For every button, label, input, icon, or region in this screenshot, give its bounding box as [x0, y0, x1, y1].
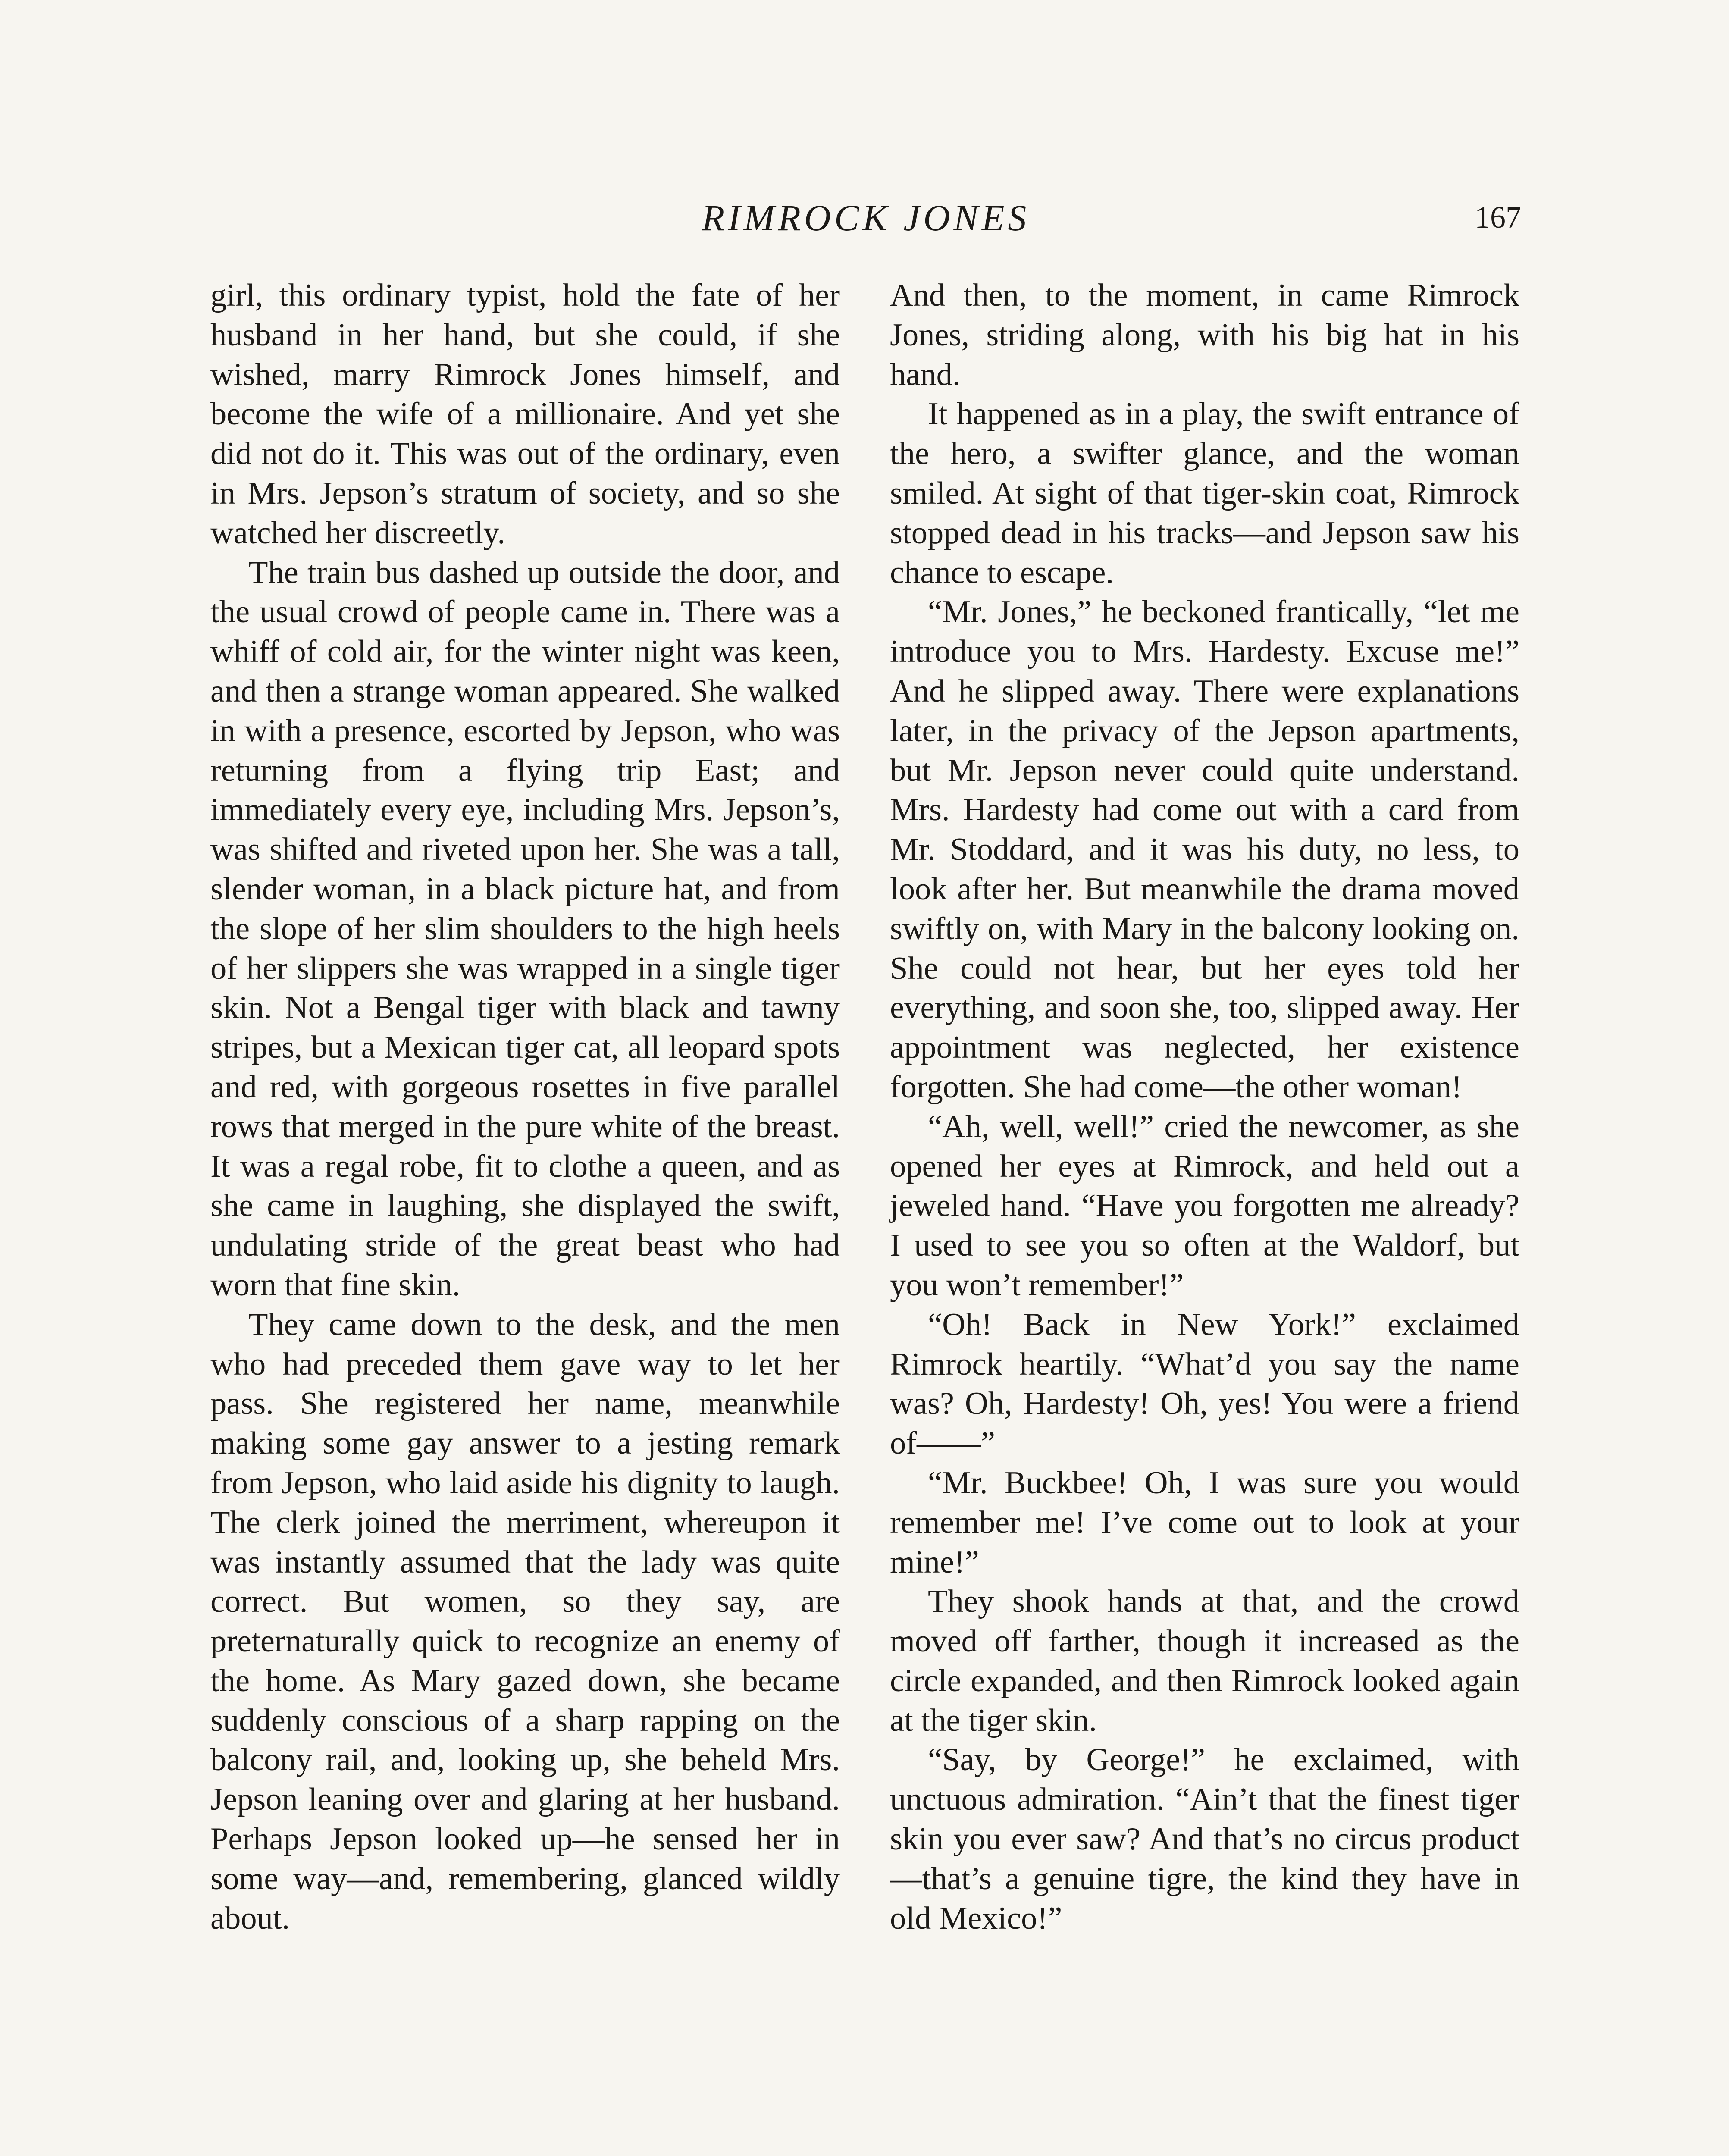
paragraph: It happened as in a play, the swift entrance of the hero, a swifter glance, and the woman smiled. At sight of that tiger-skin coat, Rimrock stopped dead in his tracks—and Jepson saw his chance to escape.	[890, 396, 1519, 590]
right-column	[890, 276, 1519, 1938]
paragraph: “Oh! Back in New York!” exclaimed Rimrock heartily. “What’d you say the name was? Oh, Hardesty! Oh, yes! You were a friend of——”	[890, 1307, 1519, 1461]
paragraph: The train bus dashed up outside the door, and the usual crowd of people came in. There was a whiff of cold air, for the winter night was keen, and then a strange woman appeared. She walked in with a presence, escorted by Jepson, who was returning from a flying trip East; and immediately every eye, including Mrs. Jepson’s, was shifted and riveted upon her. She was a tall, slender woman, in a black picture hat, and from the slope of her slim shoulders to the high heels of her slippers she was wrapped in a single tiger skin. Not a Bengal tiger with black and tawny stripes, but a Mexican tiger cat, all leopard spots and red, with gorgeous rosettes in five parallel rows that merged in the pure white of the breast. It was a regal robe, fit to clothe a queen, and as she came in laughing, she displayed the swift, undulating stride of the great beast who had worn that fine skin.	[210, 555, 840, 1303]
paragraph: They shook hands at that, and the crowd moved off farther, though it increased as the circle expanded, and then Rimrock looked again at the tiger skin.	[890, 1584, 1519, 1738]
paragraph: “Mr. Jones,” he beckoned frantically, “let me introduce you to Mrs. Hardesty. Excuse me!” And he slipped away. There were explanations later, in the privacy of the Jepson apartments, but Mr. Jepson never could quite understand. Mrs. Hardesty had come out with a card from Mr. Stoddard, and it was his duty, no less, to look after her. But meanwhile the drama moved swiftly on, with Mary in the balcony looking on. She could not hear, but her eyes told her everything, and soon she, too, slipped away. Her appointment was neglected, her existence forgotten. She had come—the other woman!	[890, 594, 1519, 1105]
running-title: RIMROCK JONES	[702, 197, 1030, 238]
paragraph: “Ah, well, well!” cried the newcomer, as she opened her eyes at Rimrock, and held out a jeweled hand. “Have you forgotten me already? I used to see you so often at the Waldorf, but you won’t remember!”	[890, 1109, 1519, 1303]
paragraph: They came down to the desk, and the men who had preceded them gave way to let her pass. She registered her name, meanwhile making some gay answer to a jesting remark from Jepson, who laid aside his dignity to laugh. The clerk joined the merriment, whereupon it was instantly assumed that the lady was quite correct. But women, so they say, are preternaturally quick to recognize an enemy of the home. As Mary gazed down, she became suddenly conscious of a sharp rapping on the balcony rail, and, looking up, she beheld Mrs. Jepson leaning over and glaring at her husband. Perhaps Jepson looked up—he sensed her in some way—and, remembering, glanced wildly about.	[210, 1307, 840, 1936]
left-column	[210, 276, 840, 1938]
paragraph: “Say, by George!” he exclaimed, with unctuous admiration. “Ain’t that the finest tiger skin you ever saw? And that’s no circus product—that’s a genuine tigre, the kind they have in old Mexico!”	[890, 1742, 1519, 1936]
page-number: 167	[1475, 200, 1521, 235]
paragraph: “Mr. Buckbee! Oh, I was sure you would remember me! I’ve come out to look at your mine!”	[890, 1465, 1519, 1580]
paragraph: girl, this ordinary typist, hold the fate of her husband in her hand, but she could, if she wished, marry Rimrock Jones himself, and become the wife of a millionaire. And yet she did not do it. This was out of the ordinary, even in Mrs. Jepson’s stratum of society, and so she watched her discreetly.	[210, 278, 840, 551]
running-head	[210, 196, 1521, 244]
paragraph: And then, to the moment, in came Rimrock Jones, striding along, with his big hat in his hand.	[890, 278, 1519, 392]
